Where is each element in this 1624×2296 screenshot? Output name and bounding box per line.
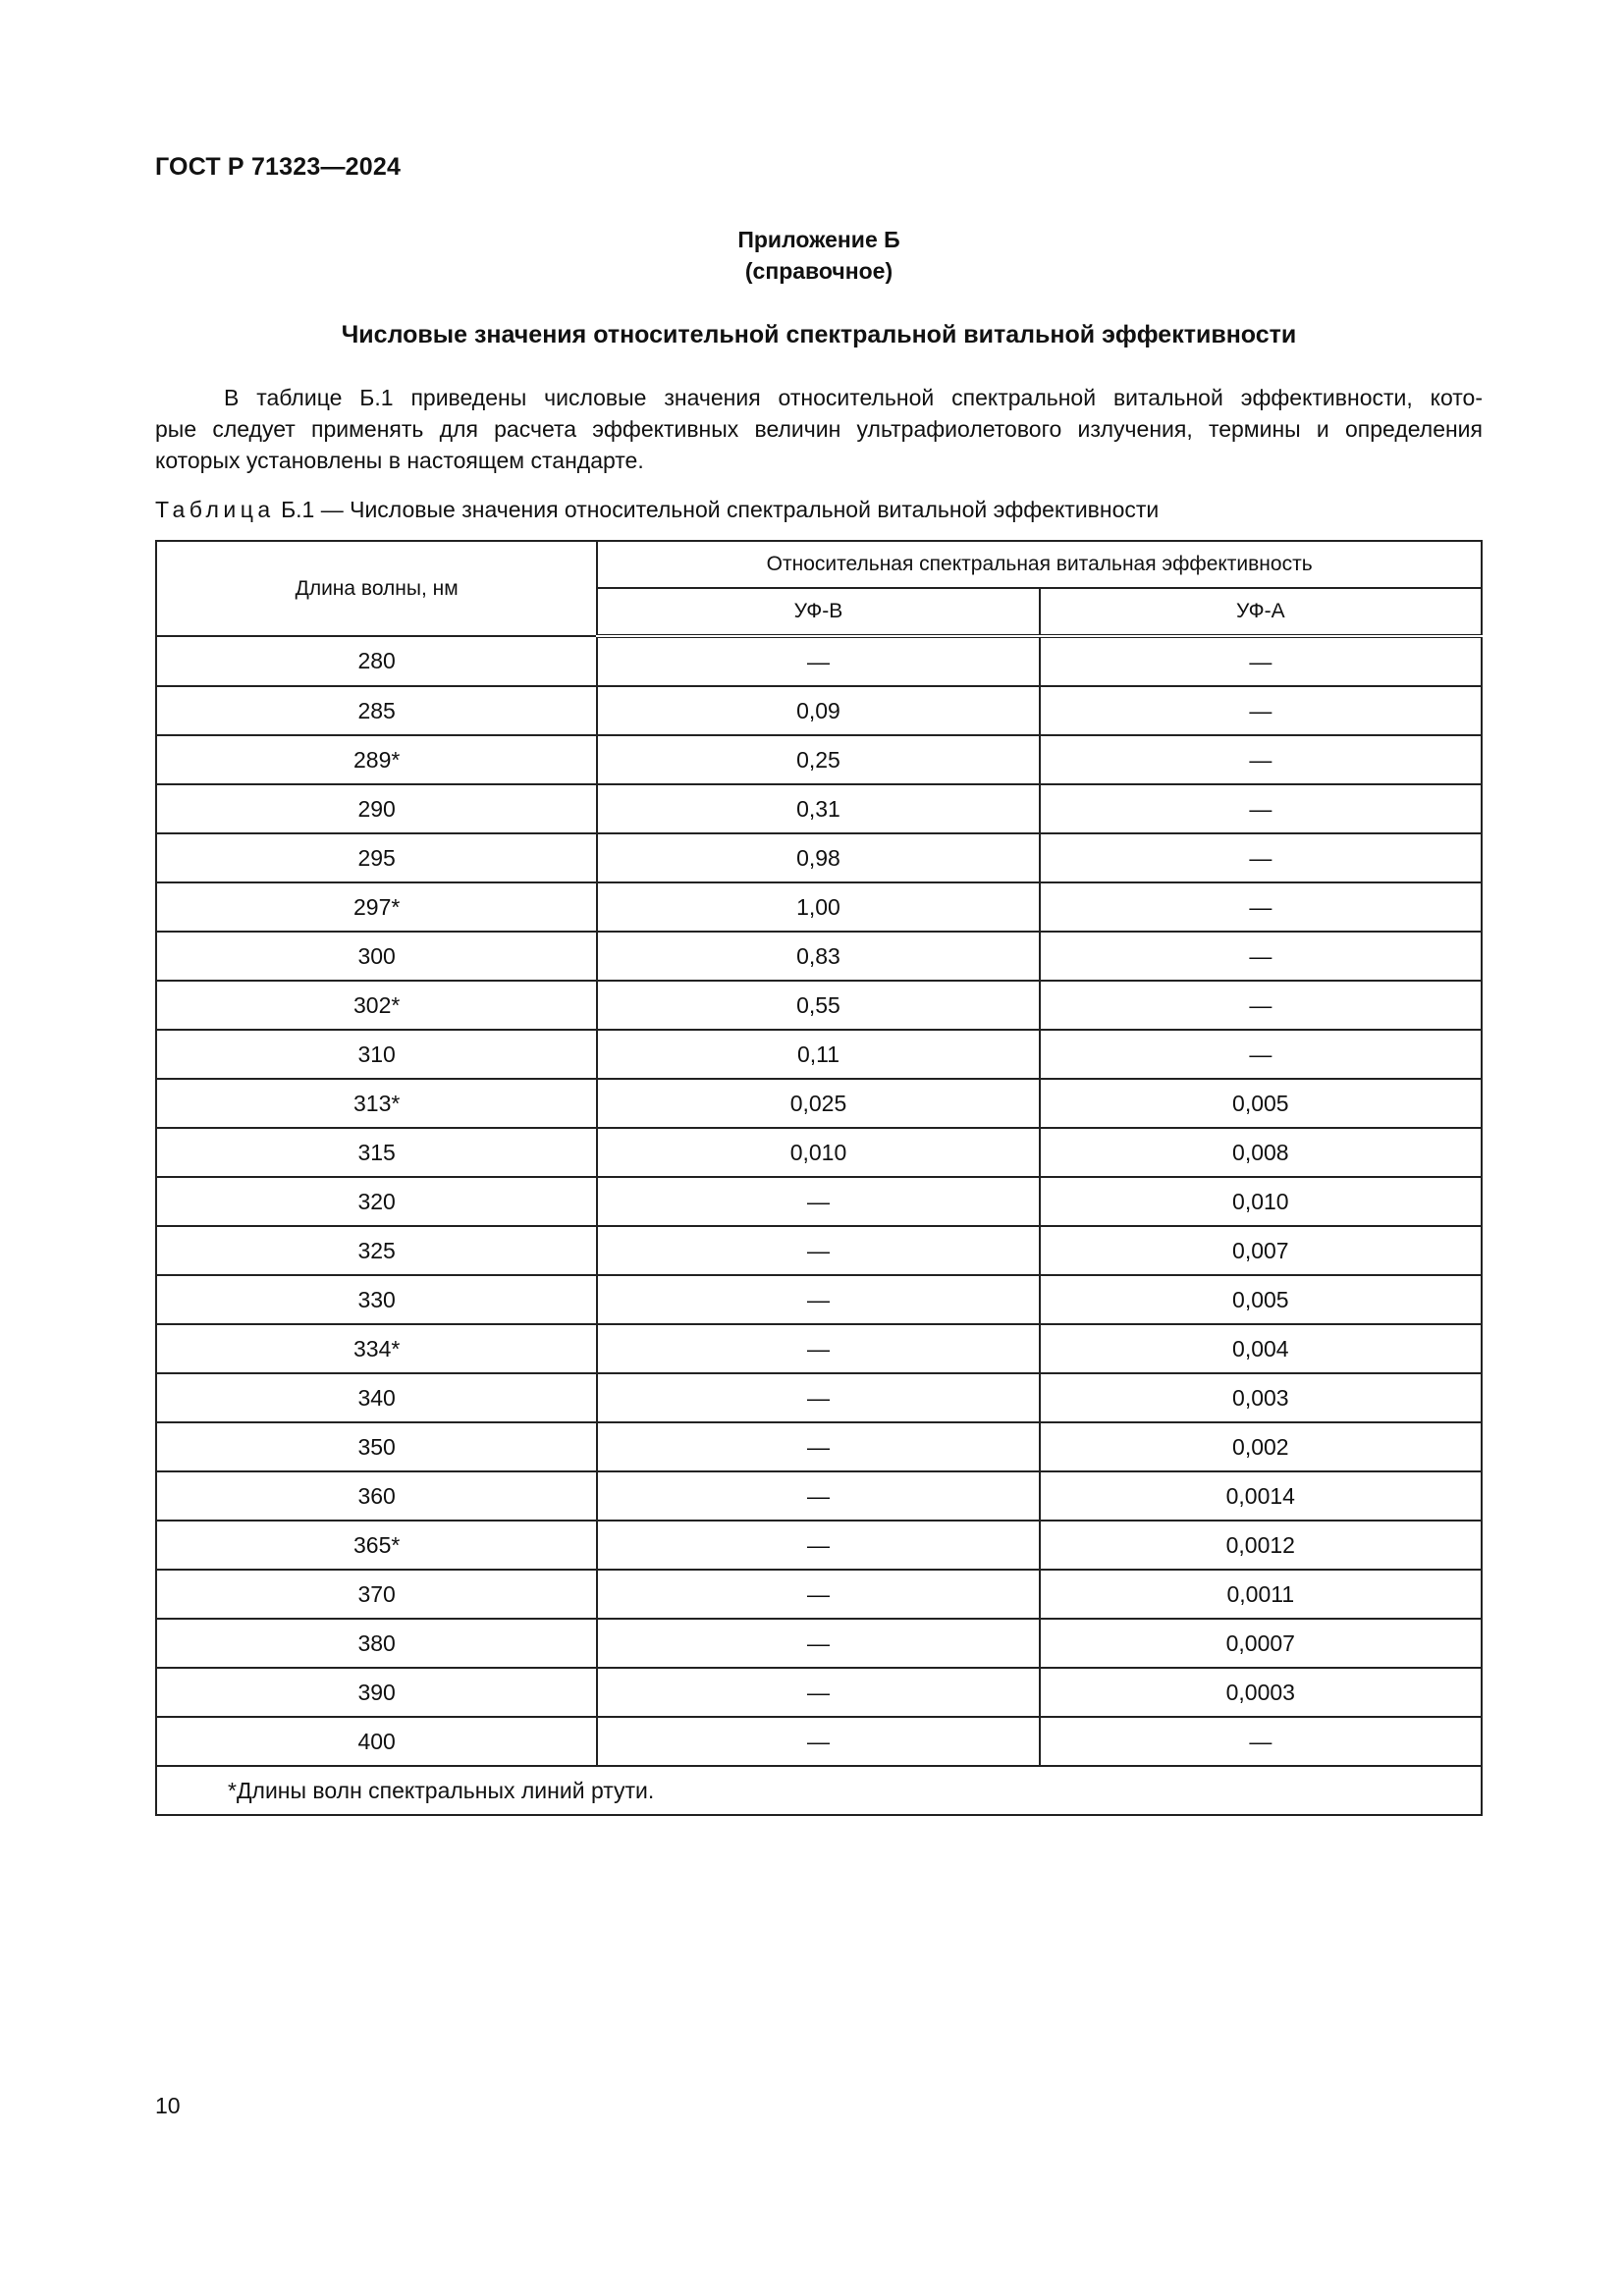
cell-wavelength: 285 [156,686,597,735]
cell-uvb: 0,83 [597,932,1039,981]
cell-uvb: — [597,1275,1039,1324]
cell-uvb: 0,11 [597,1030,1039,1079]
cell-uvb: — [597,1619,1039,1668]
table-row [156,1619,1482,1668]
table-row [156,1521,1482,1570]
cell-uvb: 1,00 [597,882,1039,932]
cell-uvb: — [597,1668,1039,1717]
table-caption [155,497,1159,523]
cell-wavelength: 400 [156,1717,597,1766]
page-number: 10 [155,2093,181,2118]
table-caption-prefix: Таблица [155,497,275,522]
cell-wavelength: 390 [156,1668,597,1717]
cell-uvb: 0,31 [597,784,1039,833]
table-row [156,1471,1482,1521]
cell-uva: 0,0011 [1040,1570,1482,1619]
cell-uvb: — [597,1422,1039,1471]
cell-uva: — [1040,636,1482,686]
cell-uva: — [1040,833,1482,882]
table-row [156,1128,1482,1177]
cell-uva: — [1040,882,1482,932]
cell-wavelength: 340 [156,1373,597,1422]
table-row [156,882,1482,932]
cell-uvb: 0,98 [597,833,1039,882]
table-caption-text: Б.1 — Числовые значения относительной спектральной витальной эффективности [281,497,1160,522]
table-row [156,1373,1482,1422]
table-row [156,1079,1482,1128]
footnote-row [156,1766,1482,1815]
table-row [156,636,1482,686]
cell-uvb: — [597,1570,1039,1619]
cell-uva: 0,0007 [1040,1619,1482,1668]
cell-uvb: 0,025 [597,1079,1039,1128]
table-row [156,1226,1482,1275]
cell-wavelength: 300 [156,932,597,981]
table-row [156,1030,1482,1079]
table-row [156,1275,1482,1324]
cell-uva: — [1040,735,1482,784]
section-title: Числовые значения относительной спектральной витальной эффективности [341,321,1297,348]
document-code: ГОСТ Р 71323—2024 [155,153,402,181]
table-row [156,833,1482,882]
cell-uva: 0,002 [1040,1422,1482,1471]
column-header-uvb: УФ-В [597,588,1039,636]
cell-uva: 0,005 [1040,1275,1482,1324]
cell-wavelength: 360 [156,1471,597,1521]
cell-uva: 0,004 [1040,1324,1482,1373]
cell-uva: — [1040,686,1482,735]
cell-wavelength: 325 [156,1226,597,1275]
cell-uvb: — [597,1373,1039,1422]
cell-uvb: — [597,1324,1039,1373]
cell-wavelength: 290 [156,784,597,833]
cell-wavelength: 320 [156,1177,597,1226]
cell-uvb: 0,25 [597,735,1039,784]
cell-uva: 0,003 [1040,1373,1482,1422]
cell-uvb: — [597,1226,1039,1275]
column-header-uva: УФ-А [1040,588,1482,636]
table-row [156,1717,1482,1766]
cell-wavelength: 302* [156,981,597,1030]
cell-uvb: 0,55 [597,981,1039,1030]
cell-uvb: 0,09 [597,686,1039,735]
intro-line-3: которых установлены в настоящем стандарте. [155,448,644,473]
annex-type: (справочное) [744,258,893,284]
table-row [156,1177,1482,1226]
cell-uva: 0,008 [1040,1128,1482,1177]
cell-uvb: — [597,1177,1039,1226]
cell-wavelength: 370 [156,1570,597,1619]
table-footnote: *Длины волн спектральных линий ртути. [156,1766,1482,1815]
table-row [156,1668,1482,1717]
table-row [156,932,1482,981]
table-row [156,735,1482,784]
cell-uva: — [1040,932,1482,981]
cell-uva: 0,005 [1040,1079,1482,1128]
cell-uvb: — [597,1717,1039,1766]
table-row [156,686,1482,735]
cell-uvb: — [597,1471,1039,1521]
cell-wavelength: 313* [156,1079,597,1128]
cell-wavelength: 310 [156,1030,597,1079]
cell-uva: — [1040,784,1482,833]
cell-uva: 0,007 [1040,1226,1482,1275]
cell-wavelength: 315 [156,1128,597,1177]
table-row [156,784,1482,833]
cell-wavelength: 280 [156,636,597,686]
table-row [156,1570,1482,1619]
table-row [156,1324,1482,1373]
cell-uvb: — [597,1521,1039,1570]
cell-uva: — [1040,981,1482,1030]
cell-wavelength: 289* [156,735,597,784]
cell-uva: 0,010 [1040,1177,1482,1226]
column-header-wavelength: Длина волны, нм [156,541,597,636]
cell-wavelength: 295 [156,833,597,882]
intro-line-2: рые следует применять для расчета эффективных величин ультрафиолетового излучения, термины и определения [155,416,1483,442]
table-row [156,981,1482,1030]
cell-wavelength: 297* [156,882,597,932]
intro-paragraph [155,382,1483,476]
annex-title: Приложение Б [737,227,900,252]
cell-wavelength: 350 [156,1422,597,1471]
cell-wavelength: 365* [156,1521,597,1570]
cell-uvb: 0,010 [597,1128,1039,1177]
cell-wavelength: 330 [156,1275,597,1324]
cell-uva: 0,0014 [1040,1471,1482,1521]
cell-uva: — [1040,1717,1482,1766]
cell-uva: — [1040,1030,1482,1079]
cell-wavelength: 380 [156,1619,597,1668]
column-header-group: Относительная спектральная витальная эффективность [597,541,1482,588]
intro-line-1: В таблице Б.1 приведены числовые значения относительной спектральной витальной эффективности, кото- [224,385,1483,410]
table-row [156,1422,1482,1471]
cell-wavelength: 334* [156,1324,597,1373]
cell-uva: 0,0012 [1040,1521,1482,1570]
cell-uva: 0,0003 [1040,1668,1482,1717]
data-table [155,540,1483,1816]
table-body [156,636,1482,1766]
cell-uvb: — [597,636,1039,686]
